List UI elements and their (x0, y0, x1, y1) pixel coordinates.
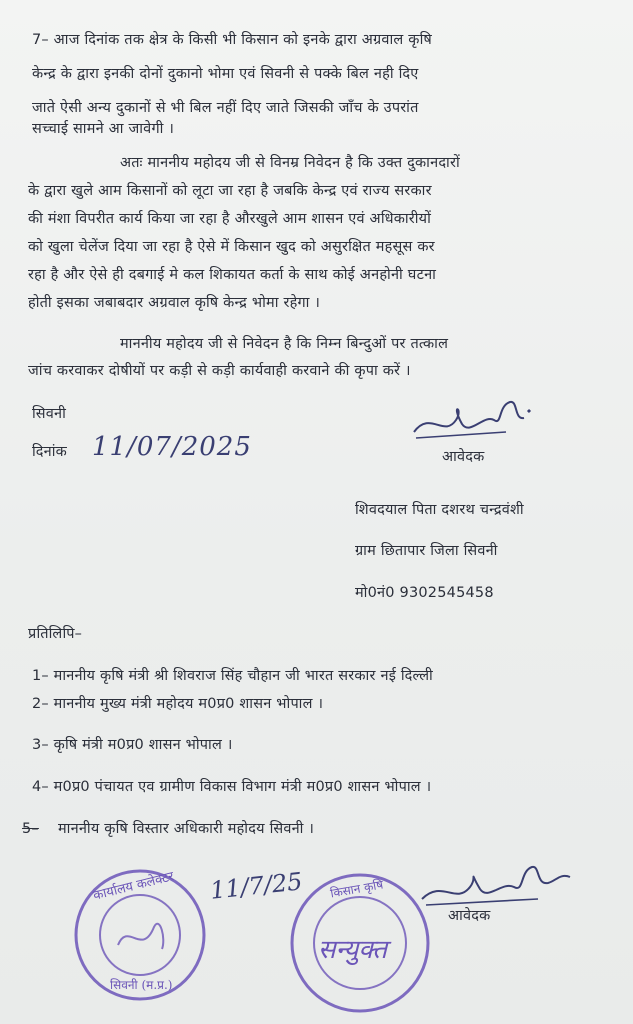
bottom-applicant-label: आवेदक (448, 908, 491, 924)
ataha-line-2: के द्वारा खुले आम किसानों को लूटा जा रहा है जबकि केन्द्र एवं राज्य सरकार (28, 183, 432, 199)
copy-5: माननीय कृषि विस्तार अधिकारी महोदय सिवनी । (58, 821, 315, 837)
right-stamp-center: सन्युक्त (318, 935, 388, 965)
copy-heading: प्रतिलिपि– (28, 626, 83, 642)
signature-bottom (420, 855, 580, 915)
sender-mobile: मो0नं0 9302545458 (355, 585, 494, 601)
date-label: दिनांक (32, 444, 67, 460)
copy-2: 2– माननीय मुख्य मंत्री महोदय म0प्र0 शासन भोपाल । (32, 696, 324, 712)
ataha-line-4: को खुला चेलेंज दिया जा रहा है ऐसे में किसान खुद को असुरक्षित महसूस कर (28, 239, 435, 255)
ataha-line-1: अतः माननीय महोदय जी से विनम्र निवेदन है कि उक्त दुकानदारों (120, 155, 460, 171)
para7-line-4: सच्चाई सामने आ जावेगी । (32, 121, 175, 137)
place: सिवनी (32, 406, 67, 422)
para7-line-2: केन्द्र के द्वारा इनकी दोनों दुकानो भोमा एवं सिवनी से पक्के बिल नही दिए (32, 66, 419, 82)
signature-top (410, 390, 540, 450)
copy-1: 1– माननीय कृषि मंत्री श्री शिवराज सिंह चौहान जी भारत सरकार नई दिल्ली (32, 668, 434, 684)
left-stamp-text: कार्यालय कलेक्टर (91, 869, 176, 904)
ataha-line-6: होती इसका जबाबदार अग्रवाल कृषि केन्द्र भोमा रहेगा । (28, 295, 321, 311)
request-line-2: जांच करवाकर दोषीयों पर कड़ी से कड़ी कार्यवाही करवाने की कृपा करें । (28, 363, 411, 379)
bottom-date: 11/7/25 (208, 867, 304, 905)
para7-line-3: जाते ऐसी अन्य दुकानों से भी बिल नहीं दिए जाते जिसकी जाँच के उपरांत (32, 100, 419, 116)
right-stamp-text: किसान कृषि (329, 877, 385, 901)
ataha-line-5: रहा है और ऐसे ही दबगाई मे कल शिकायत कर्ता के साथ कोई अनहोनी घटना (28, 267, 437, 283)
ataha-line-3: की मंशा विपरीत कार्य किया जा रहा है औरखुले आम शासन एवं अधिकारीयों (28, 211, 432, 227)
left-stamp-bottom: सिवनी (म.प्र.) (110, 978, 173, 992)
date-value: 11/07/2025 (92, 432, 252, 462)
copy-5-struck-number: 5– (22, 821, 39, 837)
para7-line-1: 7– आज दिनांक तक क्षेत्र के किसी भी किसान को इनके द्वारा अग्रवाल कृषि (32, 32, 432, 48)
applicant-label: आवेदक (442, 449, 485, 465)
copy-4: 4– म0प्र0 पंचायत एव ग्रामीण विकास विभाग मंत्री म0प्र0 शासन भोपाल । (32, 779, 432, 795)
request-line-1: माननीय महोदय जी से निवेदन है कि निम्न बिन्दुओं पर तत्काल (120, 336, 449, 352)
copy-3: 3– कृषि मंत्री म0प्र0 शासन भोपाल । (32, 737, 233, 753)
sender-address: ग्राम छितापार जिला सिवनी (355, 543, 498, 559)
sender-name: शिवदयाल पिता दशरथ चन्द्रवंशी (355, 502, 524, 518)
